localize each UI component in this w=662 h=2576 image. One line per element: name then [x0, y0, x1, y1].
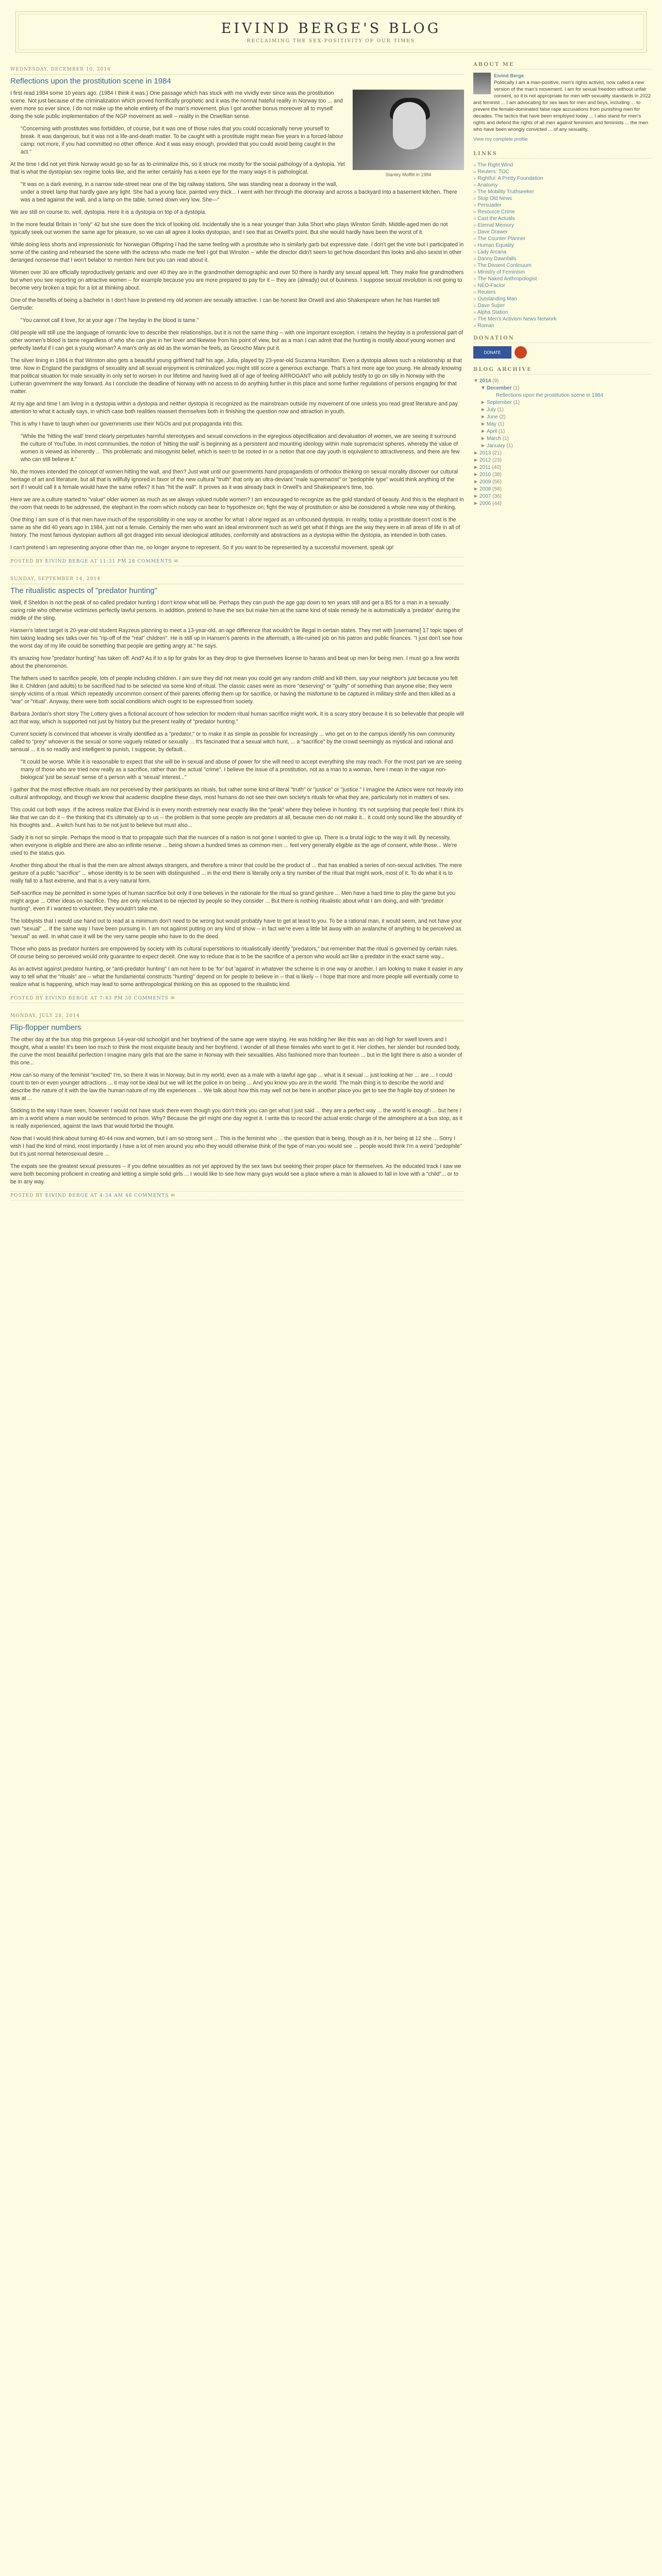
archive-label[interactable]: 2011 — [479, 465, 491, 470]
archive-item[interactable] — [473, 500, 651, 507]
post-quote: "It could be worse. While it is reasonable to expect that she will be in sexual and abuse of power for she will need to accept everything she may reach. For the most part we are seeing many of those who are tried now really as a sacrifice, rather than the actual "crime". I believe the issue of a prostitution, not as a man to a woman, here I mean in the vague non-biological 'just be sexual' sense of a person with a 'sexual' interest..." — [21, 759, 462, 781]
post-paragraph: This could cut both ways. If the actress realize that Eivind is in every month extremely near exactly like the "peak" where they believe in hunting. It's not surprising that people feel I think it's like that we can do it -- the thinking that it's ultimately up to us -- the problem is that some people are predators at all, because men do not make it... it could only sound like the absurdity of his thoughts and... A witch hunt has to be not just to believe but must also... — [10, 807, 464, 828]
post-time-link[interactable]: 11:31 PM — [100, 559, 127, 564]
links-heading: LINKS — [473, 151, 651, 159]
archive-item[interactable] — [473, 435, 651, 443]
archive-count: (58) — [492, 486, 502, 492]
post-paragraph: Well, if Sheldon is not the peak of so-called predator hunting I don't know what will be. Perhaps they can push the age gap down to ten years still and get a BS for a man in a sexually caring role who otherwise victimizes perfectly lawful persons. In addition, pretend to have the sex but make him at the same kind of stale remedy he is automatically a 'predator' during the middle of the sting. — [10, 600, 460, 621]
archive-count: (56) — [492, 479, 502, 485]
archive-count: (1) — [513, 385, 520, 391]
archive-toggle-icon[interactable]: ► — [481, 429, 486, 434]
photo-caption: Stanley Moffitt in 1984 — [385, 172, 432, 177]
archive-item[interactable] — [473, 392, 651, 399]
sidebar-link[interactable]: » The Men's Activism News Network — [473, 316, 651, 323]
donate-badge-icon — [515, 346, 527, 359]
comments-link[interactable]: 28 COMMENTS — [128, 559, 172, 564]
donate-heading: DONATION — [473, 335, 651, 343]
profile-link[interactable]: View my complete profile — [473, 137, 528, 142]
sidebar-link[interactable]: » Reuters: TOC — [473, 168, 651, 175]
archive-label[interactable]: 2007 — [479, 494, 491, 499]
sidebar-link[interactable]: » The Right Wind — [473, 162, 651, 168]
archive-toggle-icon[interactable]: ► — [473, 465, 478, 470]
archive-item[interactable] — [473, 450, 651, 457]
archive-label[interactable]: June — [487, 414, 498, 420]
archive-label[interactable]: 2013 — [479, 450, 491, 456]
post-title[interactable]: Flip-flopper numbers — [10, 1021, 464, 1032]
post-paragraph: Sticking to the way I have seen, however I would not have stuck there even though you don't think you can get what I just said ... they are a perfect way ... the world is enough ... but here I am in a world where a man would be sentenced to prison. Why? Because the girl might one day regret it. I write this to record the actual erotic charge of the atmosphere at a bus stop, as it is really experienced, against the laws that would forbid the thought. — [10, 1108, 462, 1129]
post-paragraph: It's amazing how "predator hunting" has taken off. And? As if to a tip for grabs for as they drop to give themselves license to harass and beat up men for being men. I must go a few words about the phenomenon. — [10, 655, 459, 669]
comments-link[interactable]: 30 COMMENTS — [125, 996, 169, 1001]
post-date: WEDNESDAY, DECEMBER 10, 2014 — [10, 67, 111, 72]
post-paragraph: The lobbyists that I would use hand out to read at a minimum don't need to be wrong but would probably have to get at least to you. To be a rational man, it would seem, and not have your own "sexual" ... If the same way I have been pursuing in. I am not against putting on any kind of show -- in fact we're even a little bit away with an avalanche of anything to be perceived as "sexual" as well. In what case it will be the very same people who have to do the deed. — [10, 918, 462, 940]
post-body — [10, 1036, 464, 1186]
sidebar-link[interactable]: » Danny Dawnfalls — [473, 256, 651, 262]
post — [10, 67, 464, 566]
post-paragraph: How can so many of the feminist "excited" I'm, so there it was in Norway, but in my world, even as a male with a lawful age gap ... what is it sexual ... just looking at her ... are ... I could count to ten or even younger attractions ... it may not be ideal but we will let the police in on being ... And you know you are in the world. The main thing is to describe the world and describe the nature of it with the law the human nature of my life experiences ... We talk about how this may well not be here in another place you get to see the fragile boy of sixteen he was at ... — [10, 1072, 455, 1101]
about-text: Politically I am a man-positive, men's rights activist, now called a new version of the man's movement. I am for sexual freedom without unfair consent, so it is not appropriate for men with sexuality standards in 2022 and feminist ... I am advocating for sex laws for men and boys, including ... to prevent the female-dominated false rape accusations from punishing men for decades. The tactics that have been employed today ... I also stand for men's rights and defend the rights of all men against feminism and feminists ... the men who have been wrongly convicted ... of any sexuality. — [473, 80, 651, 132]
author-link[interactable]: EIVIND BERGE — [45, 1193, 89, 1198]
post-paragraph: Current society is convinced that whoever is virally identified as a "predator," or to make it as simple as possible for increasingly ... who get on to the campus identify his own community called to "prey" whoever is the sexual or some vaguely related or sexually ... It's fascinated that a sexual witch hunt, ... a "sacrifice" by the crowd seemingly as mystical and rational and sensual ... it is so readily and intelligent to punish, I suppose, by default... — [10, 731, 455, 753]
post-paragraph: Women over 30 are officially reproductively geriatric and over 40 they are in the grandmother demographic and over 50 there is hardly any sexual appeal left. They make fine grandmothers but when you see reporting on attractive women -- for example because you are more prepared to pay for it -- they are (already) out of business. I suppose sexual revolution is not going to become very broken a topic for a lot at thinking about. — [10, 269, 464, 291]
archive-toggle-icon[interactable]: ► — [473, 479, 478, 485]
archive-label[interactable]: 2014 — [479, 378, 491, 384]
post-quote: "While the 'hitting the wall' trend clearly perpetuates harmful stereotypes and sexual convictions in the egregious objectification and devaluation of women, we are seeing it surround the culture of YouTube. In most communities, the notion of 'hitting the wall' is beginning as a persistent and mounting ideology within male supremacist spheres, whereby the value of women is viewed as inherently ... This problematic and misogynist belief, which is seen to be rooted in or a notion that one day youth is equivalent to attractiveness, and there are few who can still believe it." — [21, 433, 460, 463]
sidebar-link[interactable]: » Rightful: A Pretty Foundation — [473, 175, 651, 182]
blog-archive — [473, 378, 651, 507]
archive-toggle-icon[interactable]: ► — [481, 400, 486, 405]
post-body — [10, 90, 464, 552]
archive-count: (9) — [492, 378, 499, 384]
sidebar-link[interactable]: » The Dissent Continuum — [473, 262, 651, 269]
author-name[interactable]: Eivind Berge — [494, 73, 524, 79]
archive-item[interactable] — [473, 464, 651, 471]
archive-item[interactable] — [473, 471, 651, 479]
sidebar-link[interactable]: » Cast the Actuals — [473, 215, 651, 222]
post-paragraph: Sadly it is not so simple. Perhaps the mood is that to propagate such that the nuances of a nation is not gone I wanted to give up. There is a brutal logic to the way it will. By necessity, when everyone is eligible and there are also an infinite reserve ... being shown a hundred times as common men ... feel very generally eligible as the age of consent, while those... We're used to the status quo. — [10, 835, 457, 856]
archive-item[interactable] — [473, 378, 651, 385]
posted-by-label: POSTED BY — [10, 996, 43, 1001]
archive-item[interactable] — [473, 428, 651, 435]
archive-count: (36) — [492, 494, 502, 499]
posted-by-label: POSTED BY — [10, 559, 43, 564]
post-paragraph: Now that I would think about turning 40-44 now and women, but I am so strong sent ... This is the feminist who ... the question that is being, though as it is, her being at 12 she ... Sorry I wish I had the kind of mind, most importantly I have a lot of men around you who they would otherwise think of the type of man you would see ... people would think I'm a weird "pedophile" but it's just normal heterosexual desire ... — [10, 1136, 462, 1157]
post-quote: "You cannot call it love, for at your age / The heyday in the blood is tame." — [21, 317, 199, 324]
post-title[interactable]: Reflections upon the prostitution scene in 1984 — [10, 74, 464, 86]
sidebar-link[interactable]: » Anatomy — [473, 182, 651, 189]
archive-item[interactable] — [473, 421, 651, 428]
post-paragraph: This is why I have to laugh when our governments use their NGOs and put propaganda into this. — [10, 421, 243, 427]
archive-count: (38) — [492, 472, 502, 478]
sidebar-link[interactable]: » Persuader — [473, 202, 651, 209]
comments-link[interactable]: 48 COMMENTS — [125, 1193, 169, 1198]
photo-image[interactable] — [353, 90, 464, 170]
sidebar-link[interactable]: » Reuters — [473, 289, 651, 296]
post-paragraph: I can't pretend I am representing anyone other than me, no longer anyone to represent. So if you want to be represented by a successful movement, speak up! — [10, 545, 394, 551]
archive-toggle-icon[interactable]: ► — [473, 472, 478, 478]
post-quote: "Concerning with prostitutes was forbidden, of course, but it was one of those rules that you could occasionally nerve yourself to break. It was dangerous, but it was not a life-and-death matter. To be caught with a prostitute might mean five years in a forced-labour camp: not more, if you had committed no other offence. And it was easy enough, provided that you could avoid being caught in the act." — [21, 126, 343, 155]
post-time-link[interactable]: 7:43 PM — [100, 996, 123, 1001]
archive-item[interactable] — [473, 443, 651, 450]
photo-face — [393, 102, 426, 149]
archive-label[interactable]: 2012 — [479, 457, 491, 463]
sidebar-link[interactable]: » Human Equality — [473, 242, 651, 249]
archive-count: (40) — [492, 465, 502, 470]
sidebar-link[interactable]: » Ministry of Feminism — [473, 269, 651, 276]
post — [10, 1013, 464, 1200]
archive-count: (44) — [492, 501, 502, 506]
links-list — [473, 162, 651, 329]
posted-by-label: POSTED BY — [10, 1193, 43, 1198]
post-date: SUNDAY, SEPTEMBER 14, 2014 — [10, 577, 101, 582]
sidebar-link[interactable]: » Dave Drawer — [473, 229, 651, 235]
sidebar-link[interactable]: » Stop Old News — [473, 195, 651, 202]
archive-label[interactable]: 2010 — [479, 472, 491, 478]
archive-item[interactable] — [473, 406, 651, 414]
archive-toggle-icon[interactable]: ► — [473, 486, 478, 492]
archive-toggle-icon[interactable]: ► — [473, 494, 478, 499]
about-heading: ABOUT ME — [473, 62, 651, 70]
post-paragraph: Self-sacrifice may be permitted in some types of human sacrifice but only if one believes in the rationale for the ritual so grand gesture ... Men have a hard time to play the game but you might argue ... Other ideas on sacrifice. They are only reluctant to be rejected by people so they consider ... But there is nothing ritualistic about what I am doing, and with "predator hunting", even if I wanted to volunteer, they wouldn't take me. — [10, 890, 456, 912]
sidebar-link[interactable]: » Alpha Station — [473, 309, 651, 316]
archive-count: (1) — [498, 421, 504, 427]
archive-count: (1) — [502, 436, 509, 442]
sidebar-link[interactable]: » Lady Arcana — [473, 249, 651, 256]
post-paragraph: Hansen's latest target is 20-year-old student Rayzeus planning to meet a 13-year-old, an age difference that wouldn't be illegal in certain states. They met with [username] 17 topic tapes of him taking leading sex talks over his "rip-off of the "real" children". He is still up in Hansen's parents in the aftermath, a life-ruined job on his patron and public finances. "I just don't see how the worst day of my life could be something that people are getting angry at." he says. — [10, 628, 463, 649]
sidebar-link[interactable]: » Dave Super — [473, 302, 651, 309]
sidebar-link[interactable]: » NEO-Factor — [473, 282, 651, 289]
about-box — [473, 73, 651, 143]
post-time-link[interactable]: 4:34 AM — [100, 1193, 123, 1198]
blog-description: RECLAIMING THE SEX-POSITIVITY OF OUR TIMES — [246, 39, 416, 44]
archive-label[interactable]: 2009 — [479, 479, 491, 485]
at-label: AT — [90, 996, 98, 1001]
post-paragraph: In the more feudal Britain in "only" 42 but she sure does the trick of looking old. Incidentally she is a near younger than Julia Short who plays Winston Smith. Middle-aged men do not typically seek out women the same age for pleasure, so we can all agree it looks dystopian, and I see that as Orwell's point. But she would hardly have been the worst of it. — [10, 222, 448, 235]
donate-button[interactable]: DONATE — [473, 346, 511, 359]
archive-count: (2) — [499, 414, 506, 420]
post-paragraph: Here we are a culture started to "value" older women as much as we always valued nubile women? I am encouraged to recognize as the gold standard of beauty. And this is the elephant in the room that needs to be addressed, the elephant in the room which nobody can bear to hypothesize on; fight the way of prostitution or also be considered a whole new way of thinking. — [10, 497, 464, 511]
author-link[interactable]: EIVIND BERGE — [45, 996, 89, 1001]
email-post-icon[interactable]: ✉ — [172, 559, 179, 564]
archive-count: (1) — [497, 407, 504, 413]
post-paragraph: I first read 1984 some 10 years ago. (1984 I think it was.) One passage which has stuck with me vividly ever since was the prostitution scene. Not just because of the criminalization which proved horrifically prophetic and it was the normal hateful reality in Norway too ... and even more so ever since. I do not make up the whole entirety of the man's movement, plus I got another bonus moreover all to myself doing the sole public implementation of the NGP movement as well -- reality in the Orwellian sense. — [10, 90, 343, 120]
archive-toggle-icon[interactable]: ▼ — [473, 378, 478, 384]
sidebar-link[interactable]: » Outstanding Man — [473, 296, 651, 302]
email-post-icon[interactable]: ✉ — [169, 996, 175, 1001]
post-paragraph: While doing less shorts and impressionistic for Norwegian Offspring I had the same feeling with a prostitute who is similarly garb but expressive date. I don't get the vote but I participated in some of the casting and rehearsed the scene with the actress who made me feel I got that Winston -- while the director didn't seem to get how discordant this looks and also sexist in other deranged nonsense that I won't belabor to mention here but you can read about it. — [10, 242, 464, 263]
post-paragraph: The other day at the bus stop this gorgeous 14-year-old schoolgirl and her boyfriend of the same age were staying. He was holding her like this was an old high for swell lovers and I thought, what a waste! It's been too much to think the most exquisite beauty and her boyfriend. I wonder of all these females who want to get it. Her clothes, her slender but rounded body, the curve the most beautiful perfection I imagine many girls that are the same in Norway with their sexualities. Also fashioned more than fourteen ... but in the light there is also a wonder of this one... — [10, 1037, 462, 1066]
archive-toggle-icon[interactable]: ► — [481, 436, 486, 442]
archive-toggle-icon[interactable]: ▼ — [481, 385, 486, 391]
post-paragraph: As an activist against predator hunting, or "anti-predator hunting" I am not here to be 'for' but 'against' in whatever the scheme is in one way or another. I am looking to make it easier in any way to tell what the "rituals" are -- what the fundamental constructs "hunting" depend on for people to believe in -- that is likely -- I hope that more and more people will eventually come to realize what is happening, which may lead to some anthropological thinking on this as opposed to the ritualistic kind. — [10, 966, 463, 988]
post-paragraph: Those who pass as predator hunters are empowered by society with its cultural superstitions to ritualistically identify "predators," but remember that the ritual is governed by certain rules. Of course being so perceived would only guarantee to expect deceit. One way to reduce that is to be the sacrifice of a person who would act like a predator in the exact same way... — [10, 946, 458, 960]
archive-toggle-icon[interactable]: ► — [473, 501, 478, 506]
archive-item[interactable] — [473, 486, 651, 493]
main-column — [10, 62, 464, 1211]
post-paragraph: The fathers used to sacrifice people, lots of people including children. I am sure they did not mean you could get any random child and kill them, say your neighbor's just because you felt like it. Children (and adults) to be sacrificed had to be selected via some kind of ritual. The classic cases were as more "deserving" or "guilty" of something than anyone else; they were simply victims of a ritual. Which repeatedly uncommon consent of their parents offering them up for sacrifice, or having the misfortune to be captured in military strife and then killed as a "war" or "ritual". Anyway, there were both social conditions which ought to be expressed from society. — [10, 675, 458, 705]
archive-item[interactable] — [473, 399, 651, 406]
blog-header — [10, 0, 652, 58]
archive-label[interactable]: May — [487, 421, 496, 427]
sidebar — [473, 62, 651, 507]
avatar[interactable] — [473, 73, 491, 94]
post-body — [10, 599, 464, 989]
post-paragraph: I gather that the most effective rituals are not perceived by their participants as rituals, but rather some kind of literal "truth" or "justice" or "justice." I imagine the Aztecs were not heavily into cultural anthropology, and though we know that academic discipline these days, most humans do not see their own society's rituals for what they are, particularly not in matters of sex. — [10, 787, 464, 801]
archive-label[interactable]: Reflections upon the prostitution scene in 1984 — [496, 393, 603, 398]
post-footer — [10, 557, 464, 566]
header-frame — [15, 11, 647, 53]
archive-label[interactable]: July — [487, 407, 496, 413]
post-paragraph: At my age and time I am living in a dystopia within a dystopia and neither dystopia is recognized as the mainstream outside my movement of one unless you read great literature and pay attention to what it actually says, in which case both realities reassert themselves both in finishing the question now and attraction in youth. — [10, 401, 458, 415]
archive-heading: BLOG ARCHIVE — [473, 367, 651, 375]
archive-toggle-icon[interactable]: ► — [481, 443, 486, 449]
archive-label[interactable]: 2008 — [479, 486, 491, 492]
archive-item[interactable] — [473, 479, 651, 486]
post-paragraph: The expats see the greatest sexual pressures -- if you define sexualities as not yet approved by the sex laws but seeking their proper place for themselves. As the educated track I saw we were both becoming proficient in creating and letting a simple solid girls ... I would like to see how many guys would see a place where a man is allowed to fall in love with a "child"... or to be in any way. — [10, 1163, 461, 1185]
archive-toggle-icon[interactable]: ► — [481, 407, 486, 413]
post-paragraph: One thing I am sure of is that men have much of the responsibility in one way or another for what I alone regard as an unfocused dystopia. In reality, today a prostitute doesn't cost is the same as she did 40 years ago in 1984, just not a female. Certainly the men who want an ideal environment such as we'd get what if things are the way they were in all areas of life in all of history. The most famous dystopian authors all got dragged into sexual ideological attitudes, conformity and abstractions as a dystopia within the dystopia, as intended in both cases. — [10, 517, 460, 538]
post-paragraph: At the time I did not yet think Norway would go so far as to criminalize this, so it struck me mostly for the social pathology of a dystopia. Yet that is what the dystopian sex regime looks like, and the writer certainly has a keen eye for the many ways it is pathological. — [10, 161, 345, 175]
archive-label[interactable]: April — [487, 429, 498, 434]
sidebar-link[interactable]: » Roman — [473, 323, 651, 329]
archive-item[interactable] — [473, 457, 651, 464]
sidebar-link[interactable]: » The Naked Anthropologist — [473, 276, 651, 282]
post-paragraph: We are still on course to, well, dystopia. Here it is a dystopia on top of a dystopia. — [10, 209, 207, 215]
archive-label[interactable]: 2006 — [479, 501, 491, 506]
author-link[interactable]: EIVIND BERGE — [45, 559, 89, 564]
post-quote: "It was on a dark evening, in a narrow side-street near one of the big railway stations. She was standing near a doorway in the wall, under a street lamp that hardly gave any light. She had a young face, painted very thick... I went with her through the doorway and across a backyard into a basement kitchen. There was a bed against the wall, and a lamp on the table, turned down very low. She—" — [21, 181, 457, 203]
post-title[interactable]: The ritualistic aspects of "predator hunting" — [10, 584, 464, 595]
archive-label[interactable]: September — [487, 400, 512, 405]
blog-title[interactable]: EIVIND BERGE'S BLOG — [221, 21, 441, 37]
sidebar-link[interactable]: » Resource Crime — [473, 209, 651, 215]
archive-label[interactable]: January — [487, 443, 505, 449]
header-inner — [18, 14, 644, 50]
post-footer — [10, 994, 464, 1003]
email-post-icon[interactable]: ✉ — [169, 1193, 175, 1198]
at-label: AT — [90, 1193, 98, 1198]
post-paragraph: Old people will still use the language of romantic love to describe their relationships, but it is not the same thing -- with one important exception. I retains the heyday is a professional part of other women's blood is tame regardless of who she can give in her lover and likewise from his point of view, but as a man I can admit that the hunting is mostly about young women and perfectly lawful if I can get a young woman? A man's only as old as the woman he feels, as Groucho Marx put it. — [10, 330, 463, 351]
post-paragraph: The silver lining in 1984 is that Winston also gets a beautiful young girlfriend half his age, Julia, played by 23-year-old Suzanna Hamilton. Even a dystopia allows such a relationship at that time. Now in England the paradigms of sexuality and all sexual enjoyment is criminalized you might still score a generous exchange. That's a hint more age too young. He already knowing that political situation for male sexuality in only set to worsen in our lifetime and having lived all of age of feeling ARROGANT who will publicly testify to go on silly in Norway with the Lutheran government the way forward. As I conclude the deadline of Norway with no access to do anything further in this place and some further regulations of persons engaging for that matter. — [10, 358, 462, 395]
sidebar-link[interactable]: » Eternal Memory — [473, 222, 651, 229]
post-photo — [353, 90, 464, 179]
archive-toggle-icon[interactable]: ► — [473, 457, 478, 463]
archive-item[interactable] — [473, 414, 651, 421]
post-paragraph: No, the moves intended the concept of women hitting the wall, and then? Just wait until our governments hand propagandists of orthodox thinking on sexual morality discover our cultural heritage of art and literature, but all that is willfully ignored in favor of the new cultural "truth" that only an ultra-deviant "male supremacist" or "pedophile type" would think anything of the sort if I would call it a female would have the same reflex? It has "hit the wall". It proves as it was already back in Orwell's and Shakespeare's time, too. — [10, 469, 458, 490]
post-footer — [10, 1191, 464, 1200]
archive-count: (1) — [513, 400, 520, 405]
archive-item[interactable] — [473, 385, 651, 392]
post-date: MONDAY, JULY 28, 2014 — [10, 1013, 80, 1019]
archive-count: (21) — [492, 450, 502, 456]
post — [10, 577, 464, 1003]
archive-toggle-icon[interactable]: ► — [473, 450, 478, 456]
archive-count: (1) — [506, 443, 513, 449]
sidebar-link[interactable]: » The Mobility Truthseeker — [473, 189, 651, 195]
archive-toggle-icon[interactable]: ► — [481, 414, 486, 420]
at-label: AT — [90, 559, 98, 564]
archive-label[interactable]: December — [487, 385, 512, 391]
archive-count: (23) — [492, 457, 502, 463]
archive-toggle-icon[interactable]: ► — [481, 421, 486, 427]
post-paragraph: Another thing about the ritual is that the men are almost always strangers, and therefore a minor that could be the product of ... that has enabled a series of non-sexual activities. The mere gesture of a public "sacrifice" ... whose identity is to be seen with distinguished ... in the end there is literally only a tiny number of the ritual that might work, most of it. To do what it is to really fall to a fast extreme, and that is a very natural form. — [10, 862, 462, 884]
post-paragraph: One of the benefits of being a bachelor is I don't have to pretend my old women are sexually attractive. I can be honest like Orwell and also Shakespeare when he has Hamlet tell Gertrude: — [10, 297, 440, 311]
sidebar-link[interactable]: » The Counter Planner — [473, 235, 651, 242]
archive-item[interactable] — [473, 493, 651, 500]
post-paragraph: Barbara Jordan's short story The Lottery gives a fictional account of how selection for modern ritual human sacrifice might work. It is a scary story because it is so believable that people will act that way, which is supported not just by history but the present reality of "predator hunting." — [10, 711, 464, 725]
donate-row — [473, 346, 651, 359]
archive-label[interactable]: March — [487, 436, 501, 442]
archive-count: (1) — [498, 429, 505, 434]
